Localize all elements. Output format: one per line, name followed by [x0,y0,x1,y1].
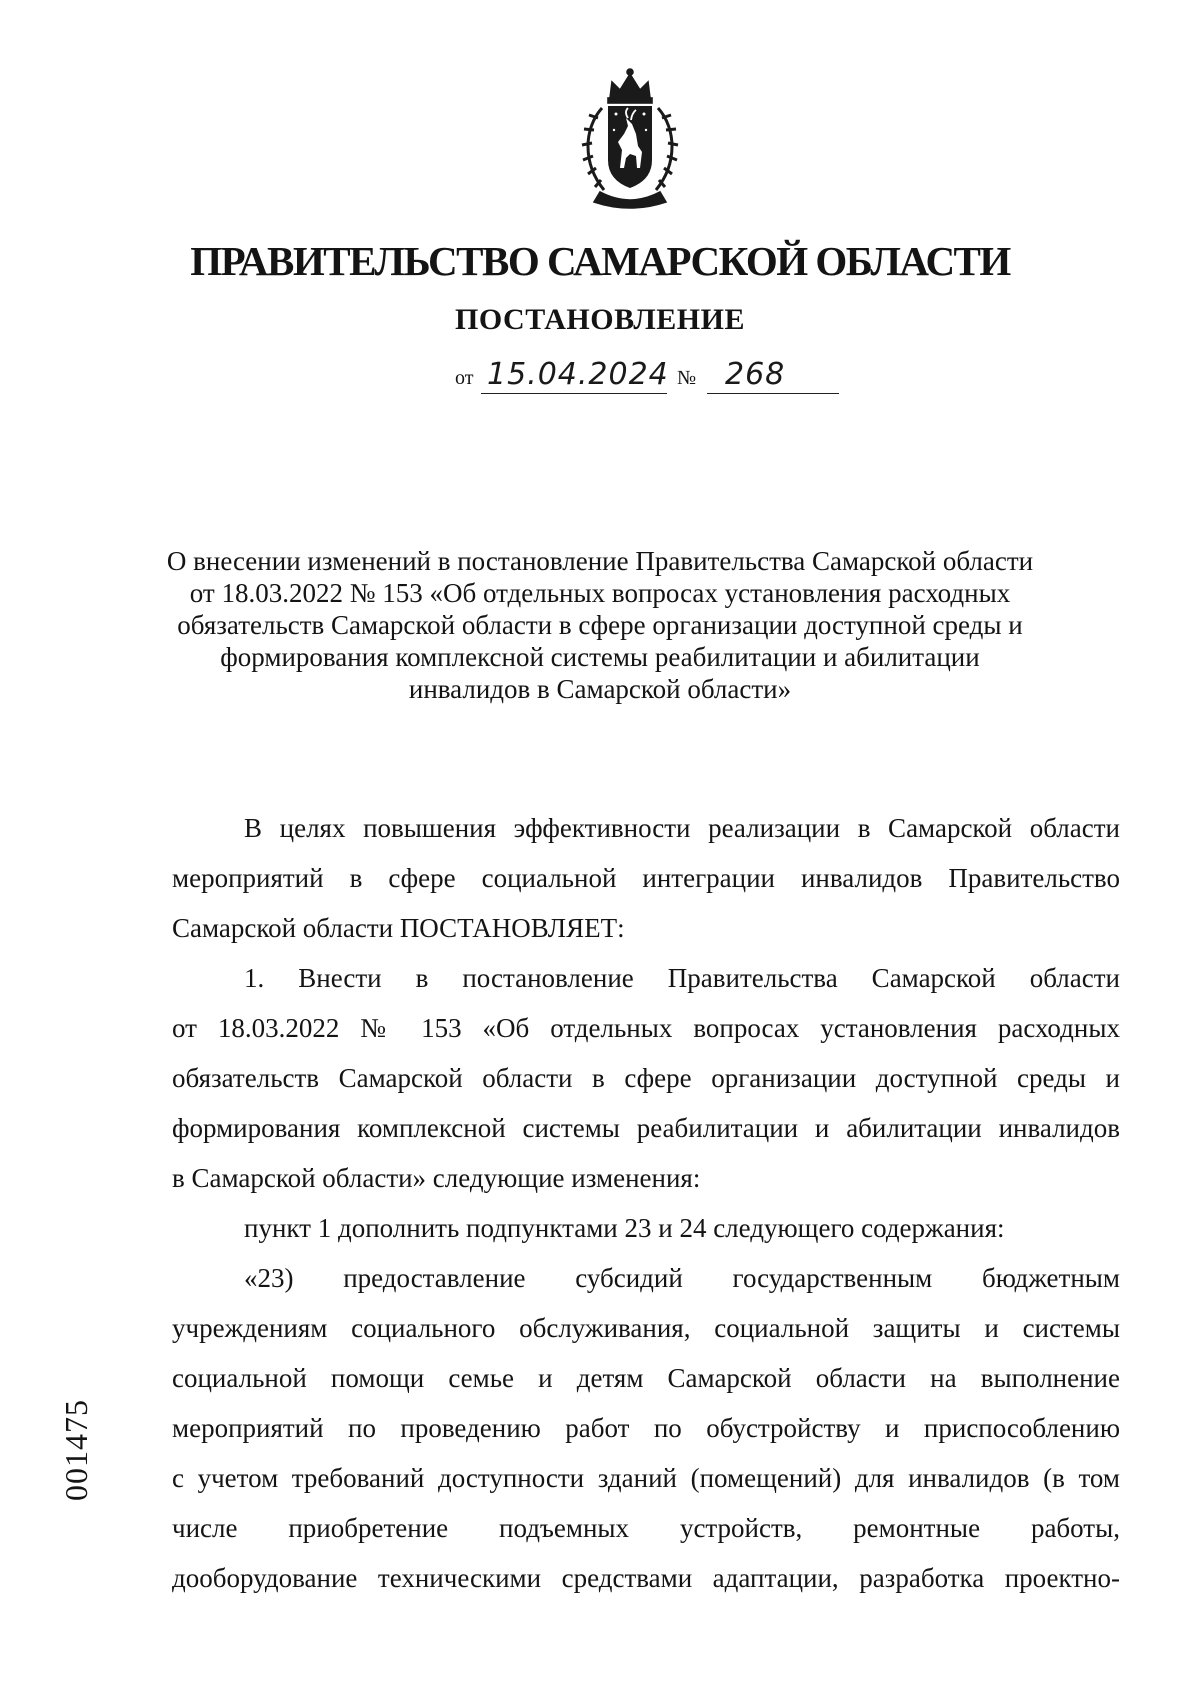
samara-coat-of-arms-icon [574,68,686,210]
date-number-line [455,356,845,396]
document-type: ПОСТАНОВЛЕНИЕ [455,303,745,336]
body-line: В целях повышения эффективности реализации в Самарской области [244,813,1120,843]
body-line: обязательств Самарской области в сфере организации доступной среды и [172,1063,1120,1093]
body-line: числе приобретение подъемных устройств, ремонтные работы, [172,1513,1120,1543]
document-subject [150,545,1050,705]
date-prefix: от [455,367,474,389]
body-line: от 18.03.2022 № 153 «Об отдельных вопросах установления расходных [172,1013,1120,1043]
body-line: дооборудование техническими средствами адаптации, разработка проектно- [172,1563,1120,1593]
body-line: мероприятий по проведению работ по обустройству и приспособлению [172,1413,1120,1443]
side-stamp-number: 001475 [58,1399,94,1501]
subject-line: формирования комплексной системы реабилитации и абилитации [220,642,980,672]
subject-line: О внесении изменений в постановление Правительства Самарской области [166,546,1034,576]
body-line: социальной помощи семье и детям Самарской области на выполнение [172,1363,1120,1393]
number-prefix: № [677,367,697,389]
body-line: пункт 1 дополнить подпунктами 23 и 24 следующего содержания: [244,1213,1005,1243]
body-line: Самарской области ПОСТАНОВЛЯЕТ: [172,913,625,943]
date-underline [481,393,667,394]
government-title: ПРАВИТЕЛЬСТВО САМАРСКОЙ ОБЛАСТИ [190,238,1010,284]
body-line: «23) предоставление субсидий государственным бюджетным [244,1263,1120,1293]
document-body [172,803,1120,1603]
body-line: в Самарской области» следующие изменения: [172,1163,701,1193]
body-line: учреждениям социального обслуживания, социальной защиты и системы [172,1313,1120,1343]
body-line: с учетом требований доступности зданий (помещений) для инвалидов (в том [172,1463,1120,1493]
document-date: 15.04.2024 [487,357,669,392]
number-underline [707,393,839,394]
subject-line: обязательств Самарской области в сфере организации доступной среды и [177,610,1023,640]
subject-line: от 18.03.2022 № 153 «Об отдельных вопросах установления расходных [189,578,1011,608]
body-line: 1. Внести в постановление Правительства Самарской области [244,963,1120,993]
body-line: формирования комплексной системы реабилитации и абилитации инвалидов [172,1113,1120,1143]
body-line: мероприятий в сфере социальной интеграции инвалидов Правительство [172,863,1120,893]
subject-line: инвалидов в Самарской области» [408,674,792,704]
document-number: 268 [725,357,786,392]
